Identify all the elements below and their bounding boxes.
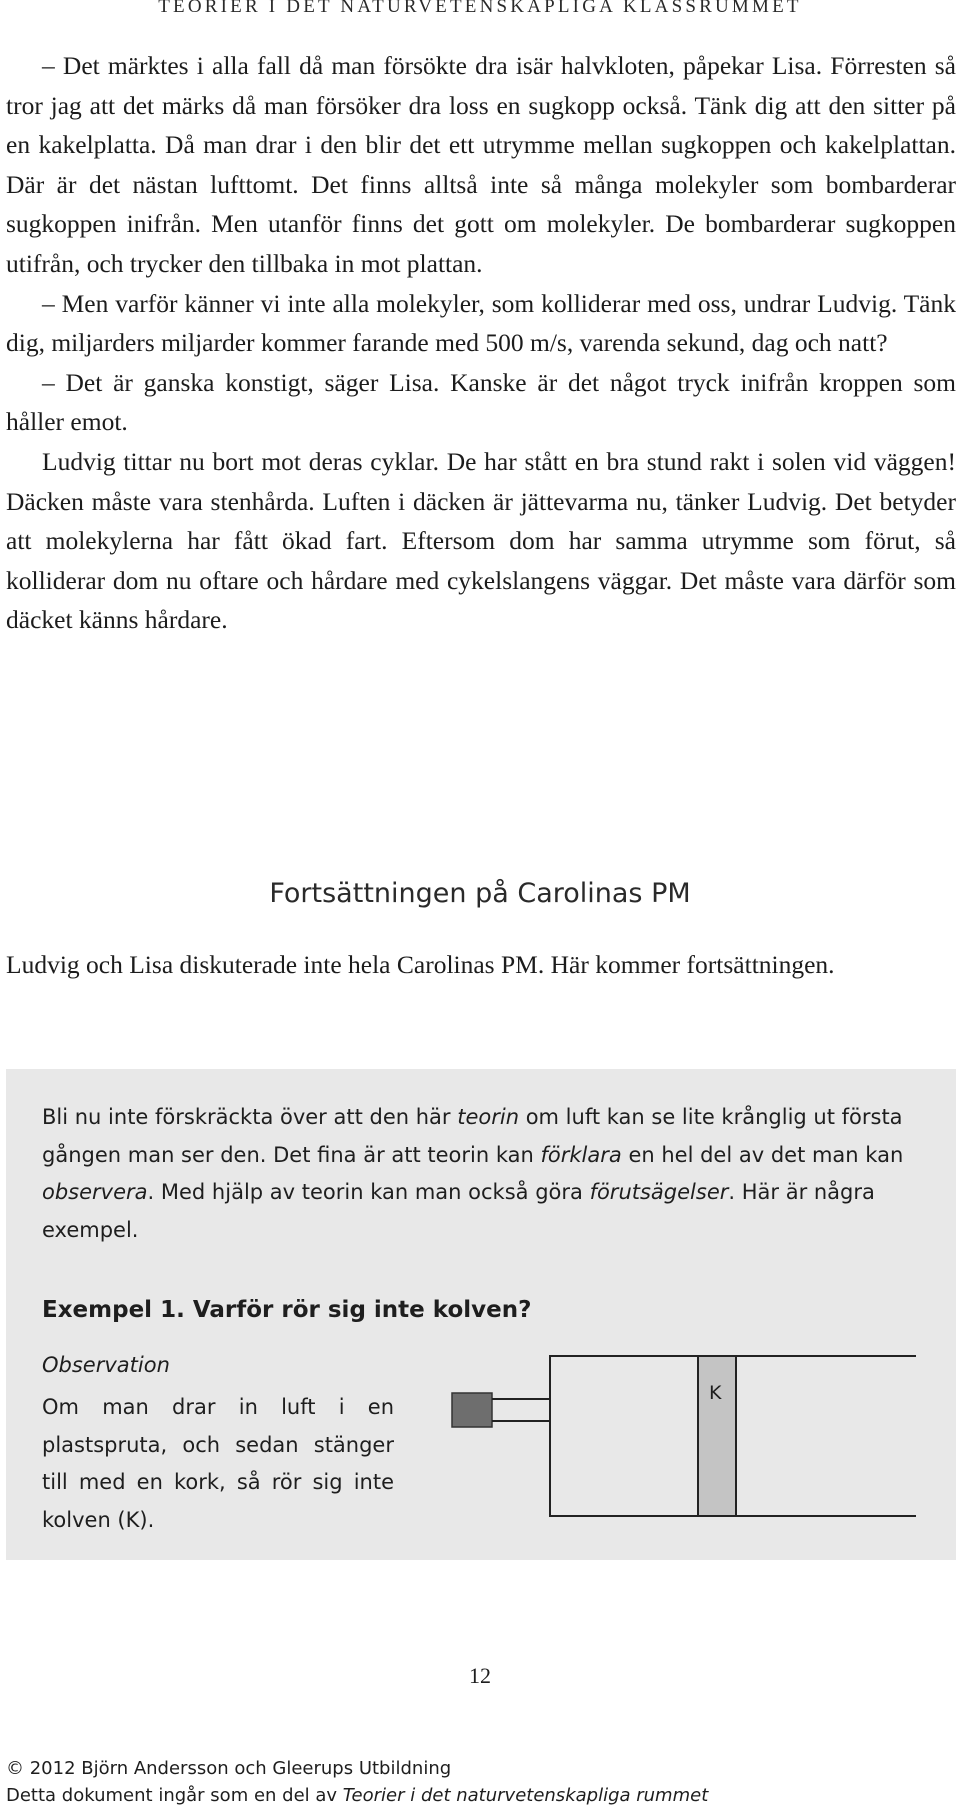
footer-book-title: Teorier i det naturvetenskapliga rummet [342,1785,709,1806]
paragraph: Ludvig tittar nu bort mot deras cyklar. De har stått en bra stund rakt i solen vid väggen! Däcken måste vara stenhårda. Luften i däcken är jättevarma nu, tänker Ludvig. Det betyder att molekylerna har fått ökad fart. Eftersom dom har samma utrymme som förut, så kolliderar dom nu oftare och hårdare med cykelslangens väggar. Det måste vara därför som däcket känns hårdare. [6,446,956,635]
syringe-diagram [446,1341,926,1531]
footer-copyright: © 2012 Björn Andersson och Gleerups Utbildning [6,1758,452,1779]
box-intro [42,1099,932,1249]
section-heading: Fortsättningen på Carolinas PM [269,878,691,909]
box-intro-text: en hel del av det man kan [621,1142,904,1167]
box-intro-text: . Med hjälp av teorin kan man också göra [147,1180,590,1204]
page-number: 12 [469,1663,491,1688]
box-intro-text: . Här är några exempel. [42,1180,875,1242]
section-intro [6,945,956,985]
plunger-label: K [709,1382,722,1404]
cork [452,1393,492,1427]
example-heading: Exempel 1. Varför rör sig inte kolven? [42,1297,532,1323]
section-intro-text: Ludvig och Lisa diskuterade inte hela Carolinas PM. Här kommer fortsättningen. [6,950,835,979]
emphasis: förutsägelser [589,1180,729,1204]
example-box [6,1069,956,1560]
running-head: TEORIER I DET NATURVETENSKAPLIGA KLASSRUMMET [158,0,802,17]
footer-note-text: Detta dokument ingår som en del av [6,1785,343,1806]
main-text [6,46,956,640]
emphasis: förklara [540,1142,622,1167]
plunger [698,1356,736,1516]
box-intro-text: om luft kan se lite krånglig ut första gången man ser den. Det fina är att teorin kan [42,1105,903,1167]
emphasis: observera [42,1180,148,1204]
emphasis: teorin [457,1105,520,1129]
paragraph: – Det märktes i alla fall då man försökte dra isär halvkloten, påpekar Lisa. Förresten så tror jag att det märks då man försöker dra loss en sugkopp också. Tänk dig att den sitter på en kakelplatta. Då man drar i den blir det ett utrymme mellan sugkoppen och kakelplattan. Där är det nästan lufttomt. Det finns alltså inte så många molekyler som bombarderar sugkoppen inifrån. Men utanför finns det gott om molekyler. De bombarderar sugkoppen utifrån, och trycker den tillbaka in mot plattan. [6,51,956,278]
observation-text: Om man drar in luft i en plastspruta, och sedan stänger till med en kork, så rör sig inte kolven (K). [42,1395,394,1532]
footer-note [6,1785,708,1806]
paragraph: – Det är ganska konstigt, säger Lisa. Kanske är det något tryck inifrån kroppen som håller emot. [6,367,956,437]
observation-label: Observation [42,1353,170,1377]
paragraph: – Men varför känner vi inte alla molekyler, som kolliderar med oss, undrar Ludvig. Tänk dig, miljarders miljarder kommer farande med 500 m/s, varenda sekund, dag och natt? [6,288,956,358]
box-intro-text: Bli nu inte förskräckta över att den här [42,1105,458,1129]
